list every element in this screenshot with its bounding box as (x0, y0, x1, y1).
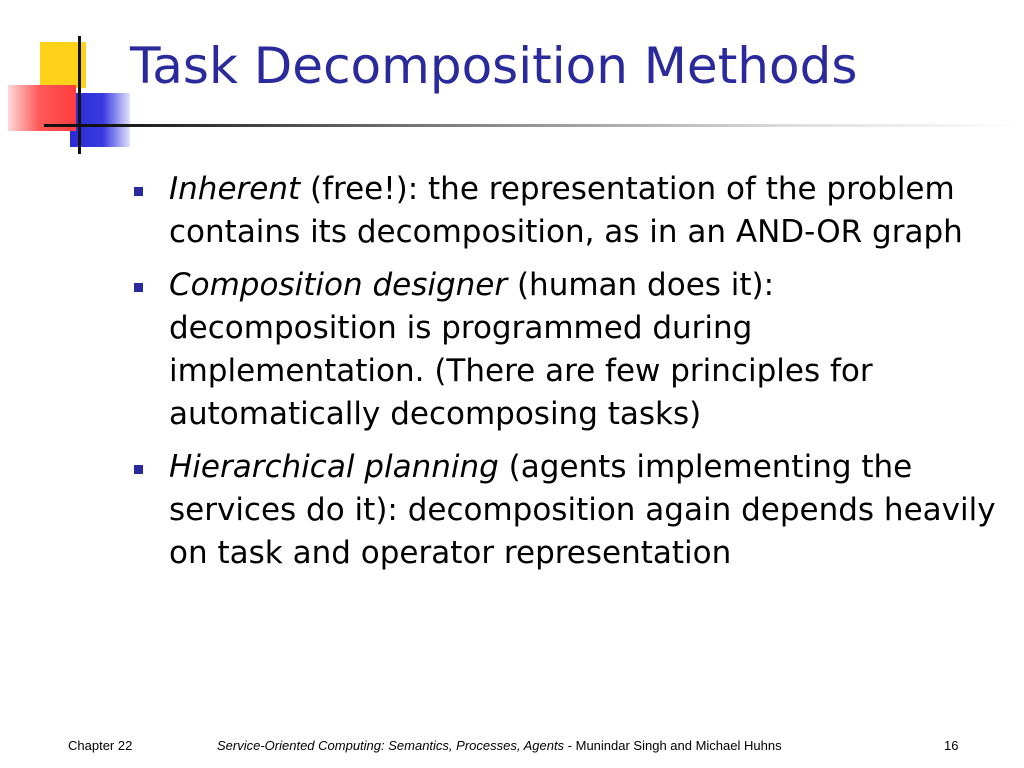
slide-title: Task Decomposition Methods (130, 37, 858, 95)
footer-page-number: 16 (944, 738, 959, 753)
slide-footer (0, 736, 1024, 756)
bullet-item-inherent (130, 168, 1000, 254)
vertical-line-icon (78, 36, 81, 154)
footer-chapter: Chapter 22 (68, 738, 133, 753)
bullet-text: (human does it): decomposition is programmed during implementation. (There are few principles for automatically decomposing tasks) (169, 267, 873, 432)
colored-squares-logo-icon (0, 0, 150, 160)
bullet-term: Hierarchical planning (169, 449, 499, 485)
bullet-list (130, 168, 1000, 585)
bullet-item-hierarchical-planning (130, 446, 1000, 575)
footer-authors: - Munindar Singh and Michael Huhns (564, 738, 782, 753)
footer-book-title: Service-Oriented Computing: Semantics, Processes, Agents (217, 738, 565, 753)
horizontal-line-icon (44, 124, 100, 127)
bullet-text: (free!): the representation of the problem contains its decomposition, as in an AND-OR graph (169, 171, 963, 250)
bullet-term: Composition designer (169, 267, 508, 303)
footer-citation (217, 736, 782, 756)
bullet-item-composition-designer (130, 264, 1000, 436)
bullet-term: Inherent (169, 171, 301, 207)
square-bullet-icon (134, 283, 143, 292)
bullet-text: (agents implementing the services do it): decomposition again depends heavily on task and operator representation (169, 449, 996, 571)
title-divider (96, 124, 1024, 127)
square-bullet-icon (134, 187, 143, 196)
square-bullet-icon (134, 465, 143, 474)
